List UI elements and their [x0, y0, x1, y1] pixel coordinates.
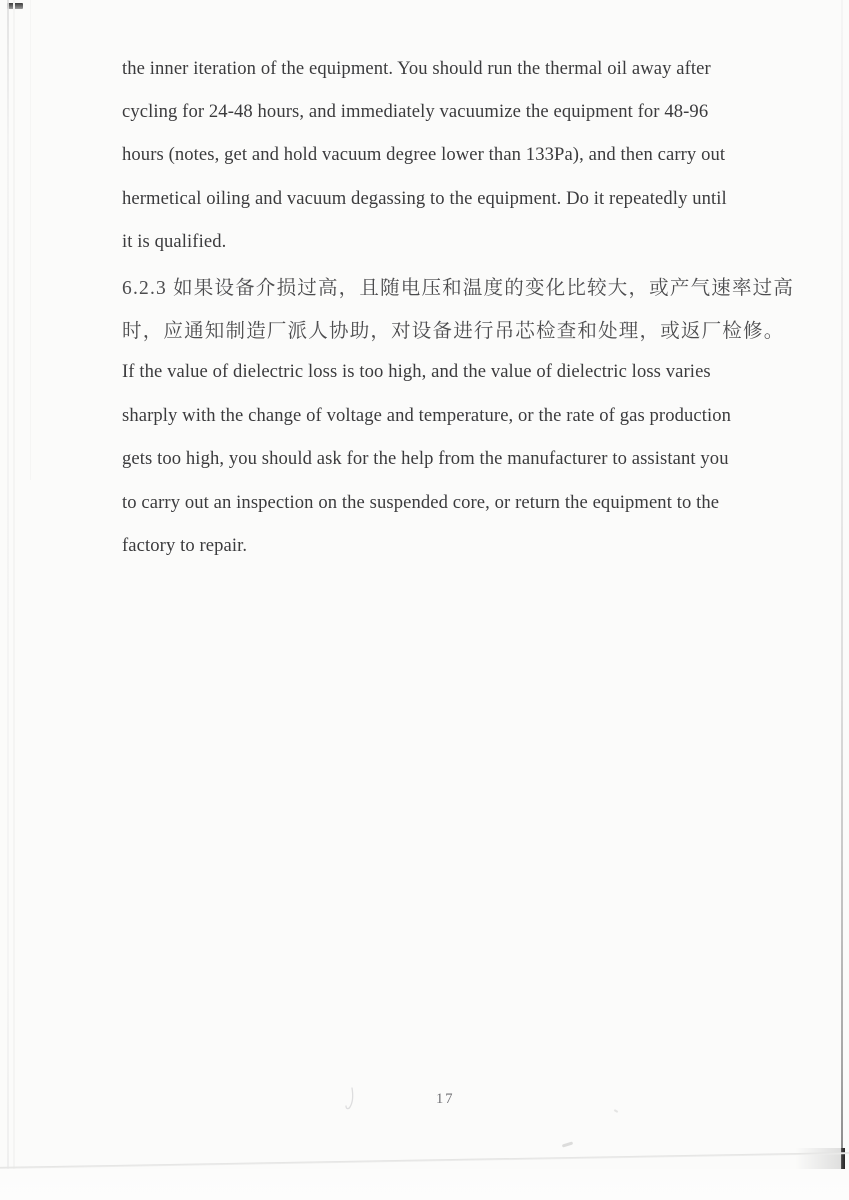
text-line-chinese: 6.2.3 如果设备介损过高，且随电压和温度的变化比较大，或产气速率过高 [122, 277, 795, 299]
scan-artifact-left-streak [30, 0, 31, 480]
scan-artifact-right-edge-line [841, 0, 843, 1160]
text-line: hermetical oiling and vacuum degassing to the equipment. Do it repeatedly until [122, 187, 727, 209]
scan-speck [614, 1109, 618, 1113]
text-line-chinese: 时，应通知制造厂派人协助，对设备进行吊芯检查和处理，或返厂检修。 [122, 321, 785, 343]
scan-smudge-mark [342, 1086, 358, 1112]
scan-artifact-right-edge-dark-bar [841, 1148, 845, 1200]
scan-artifact-bottom-crease [0, 1152, 849, 1169]
text-line: it is qualified. [122, 231, 227, 253]
page-number: 17 [436, 1091, 455, 1107]
scan-artifact-left-streak [13, 0, 15, 1200]
scan-artifact-left-streak [7, 0, 9, 1200]
scan-speck [562, 1141, 573, 1147]
text-line: factory to repair. [122, 534, 248, 556]
scan-artifact-topleft-dash [7, 3, 23, 9]
text-line: gets too high, you should ask for the help from the manufacturer to assistant you [122, 448, 729, 470]
text-line: to carry out an inspection on the suspended core, or return the equipment to the [122, 491, 720, 513]
text-line: the inner iteration of the equipment. You should run the thermal oil away after [122, 57, 711, 79]
text-line: cycling for 24-48 hours, and immediately vacuumize the equipment for 48-96 [122, 101, 709, 123]
scan-artifact-bottom-area [0, 1169, 849, 1200]
text-line: If the value of dielectric loss is too high, and the value of dielectric loss varies [122, 361, 711, 383]
text-line: sharply with the change of voltage and temperature, or the rate of gas production [122, 404, 732, 426]
scan-artifact-corner-shade [795, 1148, 842, 1194]
document-body [122, 47, 795, 568]
text-line: hours (notes, get and hold vacuum degree lower than 133Pa), and then carry out [122, 144, 726, 166]
